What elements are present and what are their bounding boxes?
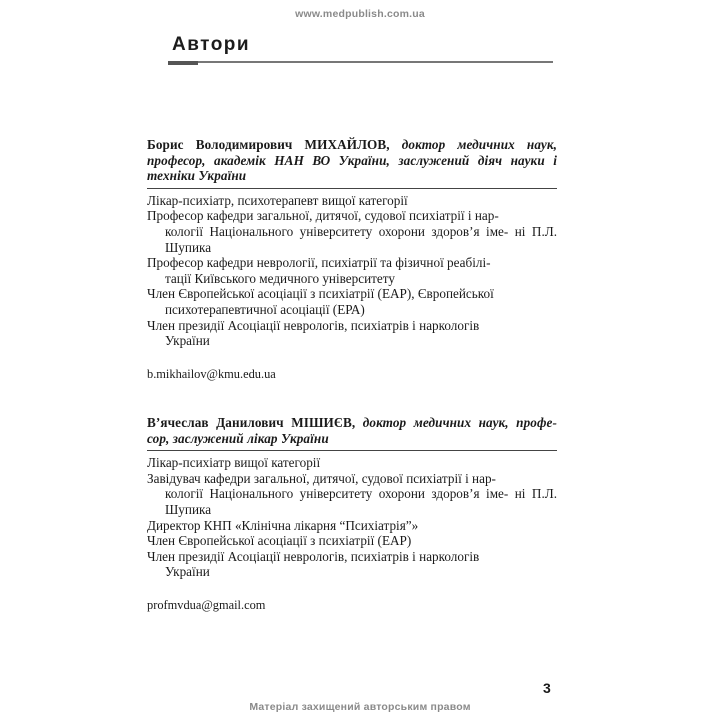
role-text-continued: психотерапевтичної асоціації (ЕРА) (165, 301, 365, 317)
role-text: Директор КНП «Клінічна лікарня “Психіатрія”» (147, 517, 419, 533)
role-text-continued: України (165, 564, 210, 580)
author-name: Борис Володимирович МИХАЙЛОВ, (147, 137, 390, 152)
role-text: Професор кафедри загальної, дитячої, судової психіатрії і нар- (147, 208, 499, 224)
role-item (147, 455, 557, 471)
author-credentials: доктор медичних наук, професор, академік НАН ВО України, заслужений діяч науки і техніки України (147, 137, 558, 184)
watermark-top: www.medpublish.com.ua (295, 8, 425, 20)
divider (147, 450, 557, 451)
author-email[interactable]: b.mikhailov@kmu.edu.ua (147, 366, 276, 381)
section-heading (168, 34, 553, 63)
author-roles (147, 193, 557, 349)
role-text: Член Європейської асоціації з психіатрії (ЕАР) (147, 533, 412, 549)
role-item (147, 255, 557, 286)
author-header (147, 415, 557, 446)
role-text: Професор кафедри неврології, психіатрії та фізичної реабілі- (147, 255, 491, 271)
author-block (147, 137, 557, 382)
role-item (147, 208, 557, 255)
role-text-continued: кології Національного університету охорони здоров’я іме- ні П.Л. Шупика (165, 223, 557, 255)
page-number: 3 (543, 680, 551, 696)
role-text: Лікар-психіатр, психотерапевт вищої категорії (147, 192, 408, 208)
divider (147, 188, 557, 189)
role-item (147, 549, 557, 580)
role-item (147, 471, 557, 518)
watermark-bottom: Матеріал захищений авторським правом (249, 701, 471, 713)
author-credentials: доктор медичних наук, профе- сор, заслужений лікар України (147, 415, 557, 446)
author-header (147, 137, 557, 184)
role-text-continued: України (165, 333, 210, 349)
author-email[interactable]: profmvdua@gmail.com (147, 597, 266, 612)
author-roles (147, 455, 557, 580)
role-text-continued: кології Національного університету охорони здоров’я іме- ні П.Л. Шупика (165, 486, 557, 517)
role-item (147, 318, 557, 349)
role-text: Завідувач кафедри загальної, дитячої, судової психіатрії і нар- (147, 470, 496, 486)
role-text: Лікар-психіатр вищої категорії (147, 455, 321, 471)
page-title: Автори (172, 34, 251, 55)
author-block (147, 415, 557, 613)
role-text-continued: тації Київського медичного університету (165, 270, 395, 286)
role-item (147, 193, 557, 209)
role-text: Член президії Асоціації неврологів, психіатрів і наркологів (147, 317, 480, 333)
role-text: Член Європейської асоціації з психіатрії (ЕАР), Європейської (147, 286, 494, 302)
role-item (147, 533, 557, 549)
role-item (147, 518, 557, 534)
title-underline (168, 61, 553, 63)
role-text: Член президії Асоціації неврологів, психіатрів і наркологів (147, 548, 480, 564)
author-name: В’ячеслав Данилович МІШИЄВ, (147, 415, 356, 430)
role-item (147, 286, 557, 317)
